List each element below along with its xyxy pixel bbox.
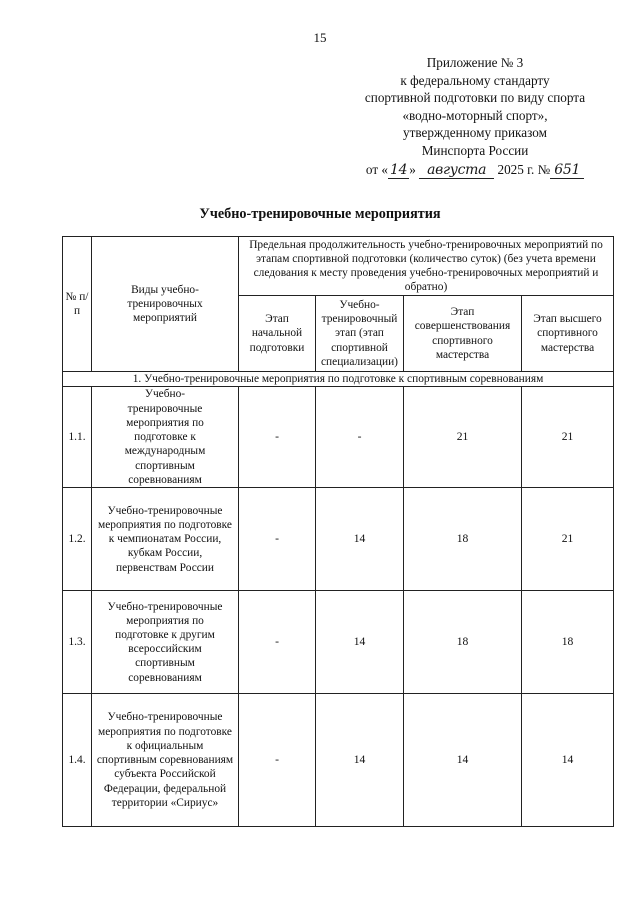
row-num: 1.2. — [63, 488, 92, 591]
row-value-highest: 14 — [522, 694, 614, 827]
row-num: 1.1. — [63, 387, 92, 488]
date-prefix: от « — [365, 162, 388, 177]
page-number: 15 — [313, 30, 327, 45]
approval-standard: к федеральному стандарту — [400, 72, 550, 88]
approval-date-line — [340, 161, 610, 179]
header-stage-highest: Этап высшего спортивного мастерства — [522, 296, 614, 372]
row-value-improvement: 21 — [404, 387, 522, 488]
approval-appendix: Приложение № 3 — [426, 55, 524, 70]
row-name: Учебно-тренировочные мероприятия по подготовке к чемпионатам России, кубкам России, первенствам России — [92, 488, 239, 591]
table-row — [63, 387, 614, 488]
date-number: 651 — [550, 163, 584, 179]
header-stage-training: Учебно-тренировочный этап (этап спортивной специализации) — [316, 296, 404, 372]
row-value-improvement: 18 — [404, 488, 522, 591]
section-row — [63, 372, 614, 387]
row-value-improvement: 14 — [404, 694, 522, 827]
date-day: 14 — [390, 162, 408, 178]
row-num: 1.4. — [63, 694, 92, 827]
header-row-1 — [63, 237, 614, 296]
approval-sport-name: «водно-моторный спорт», — [402, 107, 548, 123]
row-value-initial: - — [239, 694, 316, 827]
table-row — [63, 694, 614, 827]
section-title: 1. Учебно-тренировочные мероприятия по подготовке к спортивным соревнованиям — [63, 372, 614, 387]
date-month: августа — [419, 163, 494, 179]
row-name: Учебно-тренировочные мероприятия по подготовке к международным спортивным соревнованиям — [92, 387, 239, 488]
row-value-improvement: 18 — [404, 591, 522, 694]
document-title: Учебно-тренировочные мероприятия — [199, 206, 441, 222]
header-stage-initial: Этап начальной подготовки — [239, 296, 316, 372]
row-num: 1.3. — [63, 591, 92, 694]
row-name: Учебно-тренировочные мероприятия по подготовке к другим всероссийским спортивным соревнованиям — [92, 591, 239, 694]
header-type: Виды учебно-тренировочных мероприятий — [92, 237, 239, 372]
row-value-highest: 21 — [522, 387, 614, 488]
header-num: № п/п — [63, 237, 92, 372]
row-name: Учебно-тренировочные мероприятия по подготовке к официальным спортивным соревнованиям субъекта Российской Федерации, федеральной территории «Сириус» — [92, 694, 239, 827]
row-value-initial: - — [239, 591, 316, 694]
row-value-initial: - — [239, 387, 316, 488]
header-stage-improvement: Этап совершенствования спортивного мастерства — [404, 296, 522, 372]
approval-sport-preparation: спортивной подготовки по виду спорта — [364, 90, 586, 105]
header-duration: Предельная продолжительность учебно-тренировочных мероприятий по этапам спортивной подготовки (количество суток) (без учета времени следования к месту проведения учебно-тренировочных мероприятий и обратно) — [239, 237, 614, 296]
row-value-training: 14 — [316, 694, 404, 827]
row-value-initial: - — [239, 488, 316, 591]
events-table — [62, 236, 614, 827]
approval-block — [340, 54, 610, 179]
approval-order: утвержденному приказом — [403, 125, 547, 140]
row-value-highest: 21 — [522, 488, 614, 591]
date-year: 2025 г. № — [497, 162, 551, 177]
row-value-training: 14 — [316, 591, 404, 694]
table-row — [63, 488, 614, 591]
row-value-training: - — [316, 387, 404, 488]
table-row — [63, 591, 614, 694]
approval-ministry: Минспорта России — [421, 142, 529, 158]
row-value-training: 14 — [316, 488, 404, 591]
date-mid: » — [409, 162, 416, 177]
row-value-highest: 18 — [522, 591, 614, 694]
